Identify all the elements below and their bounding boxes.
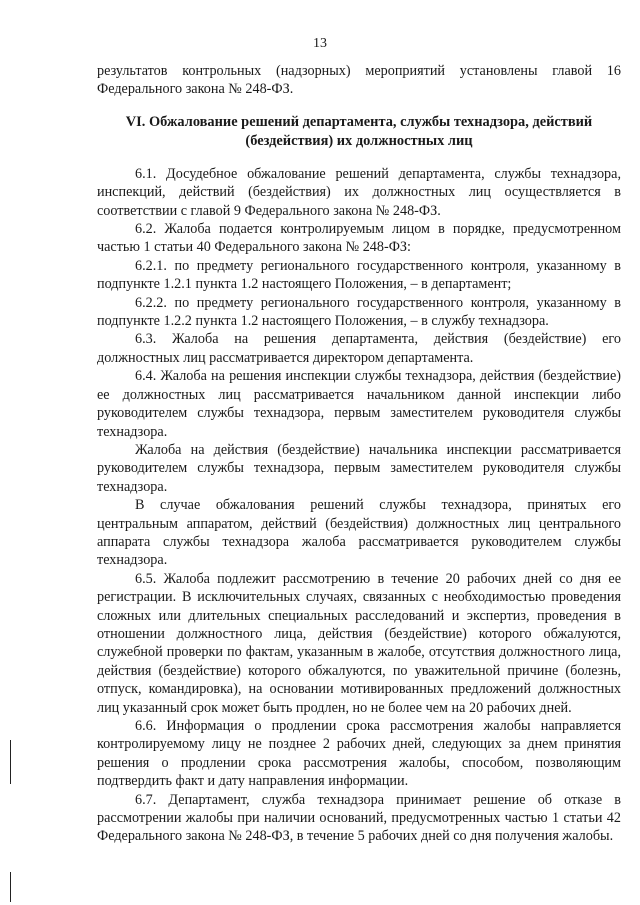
paragraph-6-4-head-complaint: Жалоба на действия (бездействие) начальника инспекции рассматривается руководителем службы технадзора, первым заместителем руководителя службы технадзора.	[97, 441, 621, 495]
paragraph-6-3: 6.3. Жалоба на решения департамента, действия (бездействие) его должностных лиц рассматривается директором департамента.	[97, 331, 621, 366]
intro-paragraph: результатов контрольных (надзорных) мероприятий установлены главой 16 Федерального закона № 248-ФЗ.	[97, 63, 621, 98]
paragraph-6-4: 6.4. Жалоба на решения инспекции службы технадзора, действия (бездействие) ее должностных лиц рассматривается начальником данной инспекции либо руководителем службы технадзора, первым заместителем руководителя службы технадзора.	[97, 368, 621, 440]
paragraph-6-5: 6.5. Жалоба подлежит рассмотрению в течение 20 рабочих дней со дня ее регистрации. В исключительных случаях, связанных с необходимостью проведения сложных или длительных специальных расследований и экспертиз, проведения в отношении должностного лица, действия (бездействие) которого обжалуются, служебной проверки по фактам, указанным в жалобе, отсутствия должностного лица, действия (бездействие) которого обжалуются, по уважительной причине (болезнь, отпуск, командировка), на основании мотивированных предложений должностных лиц указанный срок может быть продлен, но не более чем на 20 рабочих дней.	[97, 570, 621, 716]
page-number: 13	[313, 36, 327, 51]
paragraph-6-2: 6.2. Жалоба подается контролируемым лицом в порядке, предусмотренном частью 1 статьи 40 Федерального закона № 248-ФЗ:	[97, 221, 621, 256]
paragraph-6-7: 6.7. Департамент, служба технадзора принимает решение об отказе в рассмотрении жалобы при наличии оснований, предусмотренных частью 1 статьи 42 Федерального закона № 248-ФЗ, в течение 5 рабочих дней со дня получения жалобы.	[97, 791, 621, 845]
document-body	[97, 62, 621, 846]
section-title: VI. Обжалование решений департамента, службы технадзора, действий (бездействия) их должностных лиц	[125, 113, 593, 149]
paragraph-6-2-2: 6.2.2. по предмету регионального государственного контроля, указанному в подпункте 1.2.2 пункта 1.2 настоящего Положения, – в службу технадзора.	[97, 294, 621, 330]
paragraph-6-4-central-office: В случае обжалования решений службы технадзора, принятых его центральным аппаратом, действий (бездействия) должностных лиц центрального аппарата службы технадзора жалоба рассматривается руководителем службы технадзора.	[97, 497, 621, 569]
paragraph-6-1: 6.1. Досудебное обжалование решений департамента, службы технадзора, инспекций, действий (бездействия) их должностных лиц осуществляется в соответствии с главой 9 Федерального закона № 248-ФЗ.	[97, 165, 621, 219]
scan-margin-mark	[10, 740, 11, 784]
paragraph-6-6: 6.6. Информация о продлении срока рассмотрения жалобы направляется контролируемому лицу не позднее 2 рабочих дней, следующих за днем принятия решения о продлении срока рассмотрения жалобы, способом, позволяющим подтвердить факт и дату направления информации.	[97, 718, 621, 790]
paragraph-6-2-1: 6.2.1. по предмету регионального государственного контроля, указанному в подпункте 1.2.1 пункта 1.2 настоящего Положения, – в департамент;	[97, 257, 621, 293]
scan-margin-mark	[10, 872, 11, 902]
